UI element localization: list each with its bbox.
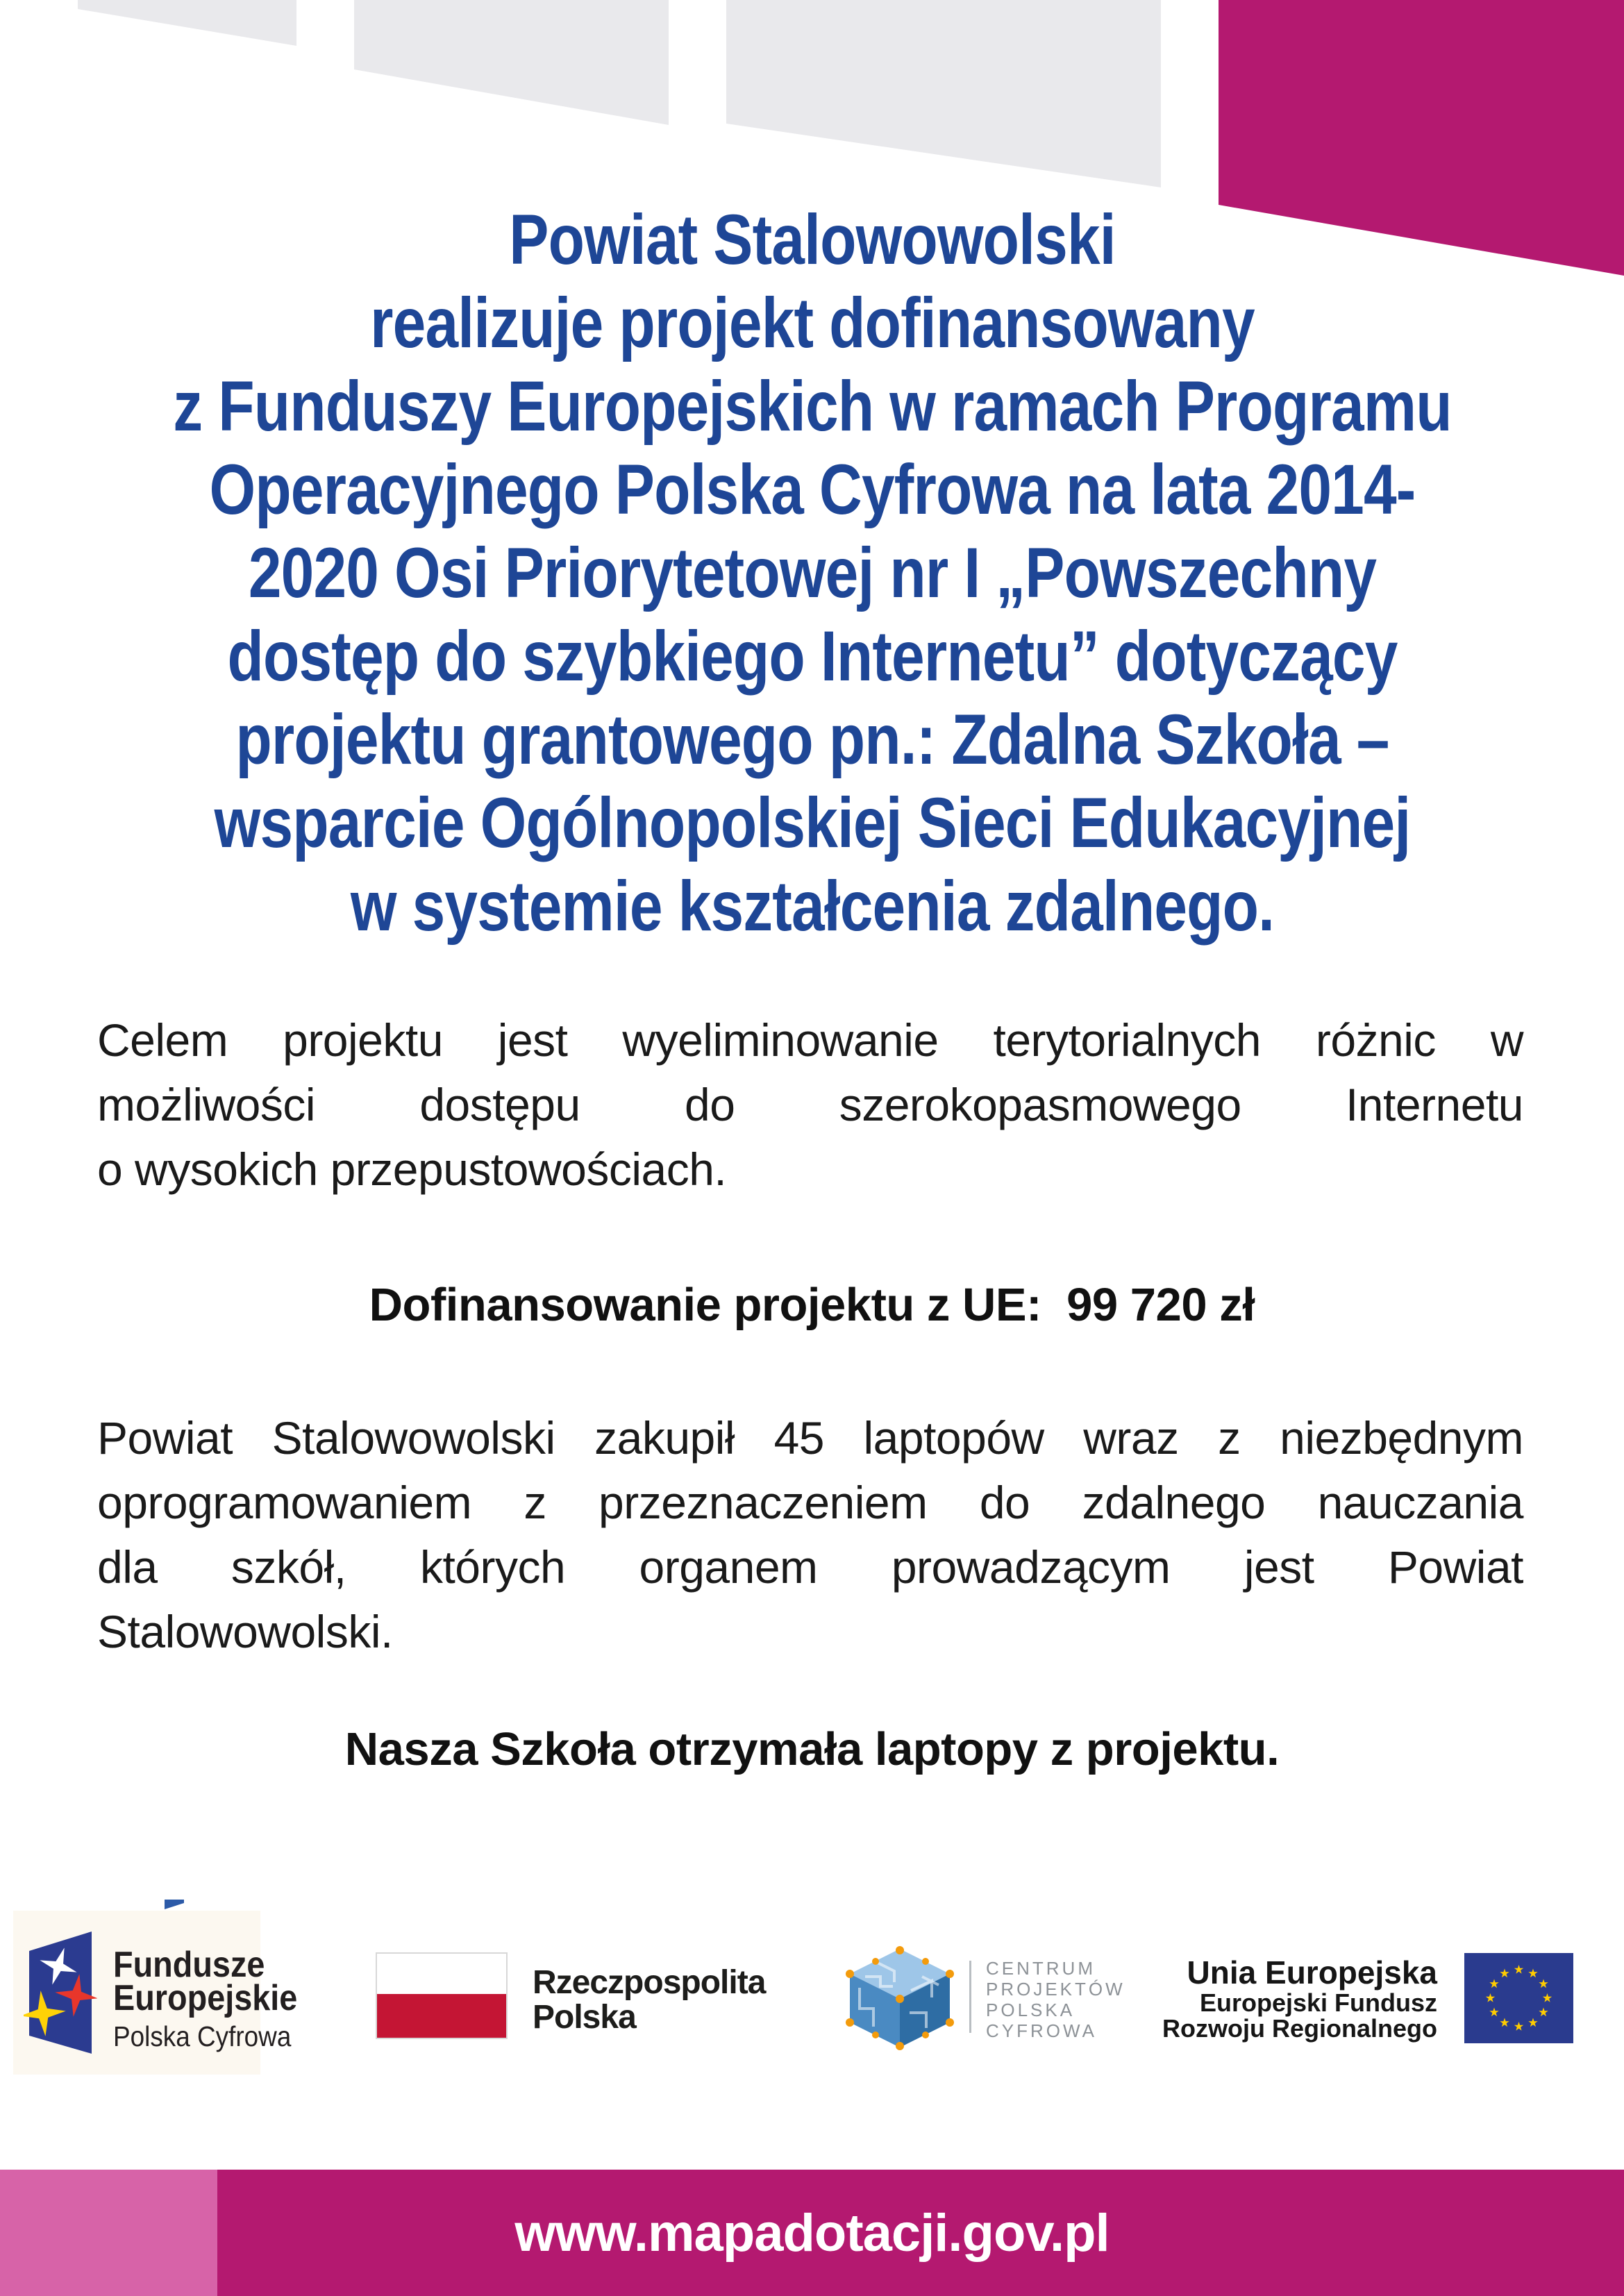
purchase-paragraph (97, 1406, 1523, 1664)
eu-flag-icon (1464, 1953, 1573, 2043)
fundusze-europejskie-flag-icon (24, 1927, 97, 2066)
gray-panel-3 (726, 0, 1161, 187)
fundusze-title: Fundusze (113, 1945, 265, 1985)
purchase-paragraph-line: oprogramowaniem z przeznaczeniem do zdalnego nauczania (97, 1477, 1523, 1528)
ue-subtitle: Europejski Fundusz (1199, 1988, 1437, 2017)
purchase-paragraph-line: Stalowowolski. (97, 1606, 393, 1657)
cppc-cube-icon (844, 1946, 956, 2050)
fundusze-title: Europejskie (113, 1978, 298, 2018)
poland-flag-icon (376, 1952, 508, 2039)
page-title-line: projektu grantowego pn.: Zdalna Szkoła – (235, 700, 1389, 779)
cppc-line: CENTRUM (986, 1958, 1096, 1979)
cppc-line: CYFROWA (986, 2020, 1097, 2041)
cppc-line: POLSKA (986, 2000, 1075, 2020)
unia-europejska-label (1153, 1955, 1437, 2041)
page-title-line: Powiat Stalowowolski (508, 200, 1116, 279)
page-title-line: 2020 Osi Priorytetowej nr I „Powszechny (248, 533, 1376, 612)
funding-line: Dofinansowanie projektu z UE: 99 720 zł (369, 1279, 1255, 1331)
poland-flag-red-stripe (377, 1994, 506, 2038)
page-title-line: z Funduszy Europejskich w ramach Programu (172, 367, 1452, 446)
intro-paragraph-line: możliwości dostępu do szerokopasmowego Internetu (97, 1079, 1523, 1130)
footer-left-segment (0, 2170, 217, 2296)
intro-paragraph-line: Celem projektu jest wyeliminowanie terytorialnych różnic w (97, 1014, 1523, 1066)
intro-paragraph (97, 1008, 1523, 1202)
intro-paragraph-line: o wysokich przepustowościach. (97, 1143, 727, 1195)
page-title-line: w systemie kształcenia zdalnego. (350, 866, 1274, 946)
gray-panel-2 (354, 0, 669, 125)
page-title-line: dostęp do szybkiego Internetu” dotyczący (226, 617, 1398, 696)
rzeczpospolita-polska-label (533, 1966, 765, 2035)
footer-bar (0, 2170, 1624, 2296)
rzeczpospolita-line: Polska (533, 1999, 636, 2036)
fundusze-subtitle: Polska Cyfrowa (113, 2020, 292, 2052)
ue-subtitle: Rozwoju Regionalnego (1162, 2014, 1437, 2043)
page-title (165, 198, 1459, 948)
cppc-divider (969, 1961, 971, 2033)
cppc-label (986, 1958, 1125, 2041)
fundusze-logo-text (113, 1945, 298, 2052)
purchase-paragraph-line: Powiat Stalowowolski zakupił 45 laptopów wraz z niezbędnym (97, 1412, 1523, 1464)
page-title-line: wsparcie Ogólnopolskiej Sieci Edukacyjnej (214, 783, 1410, 862)
small-blue-mark (165, 1900, 188, 1912)
footer-url: www.mapadotacji.gov.pl (514, 2203, 1110, 2263)
rzeczpospolita-line: Rzeczpospolita (533, 1964, 766, 2001)
purchase-paragraph-line: dla szkół, których organem prowadzącym jest Powiat (97, 1541, 1523, 1593)
page-title-line: realizuje projekt dofinansowany (369, 283, 1255, 362)
ue-title: Unia Europejska (1187, 1954, 1437, 1991)
cppc-line: PROJEKTÓW (986, 1979, 1125, 2000)
page-title-line: Operacyjnego Polska Cyfrowa na lata 2014- (208, 450, 1416, 529)
gray-panel-1 (78, 0, 296, 46)
school-line: Nasza Szkoła otrzymała laptopy z projektu. (344, 1723, 1280, 1775)
